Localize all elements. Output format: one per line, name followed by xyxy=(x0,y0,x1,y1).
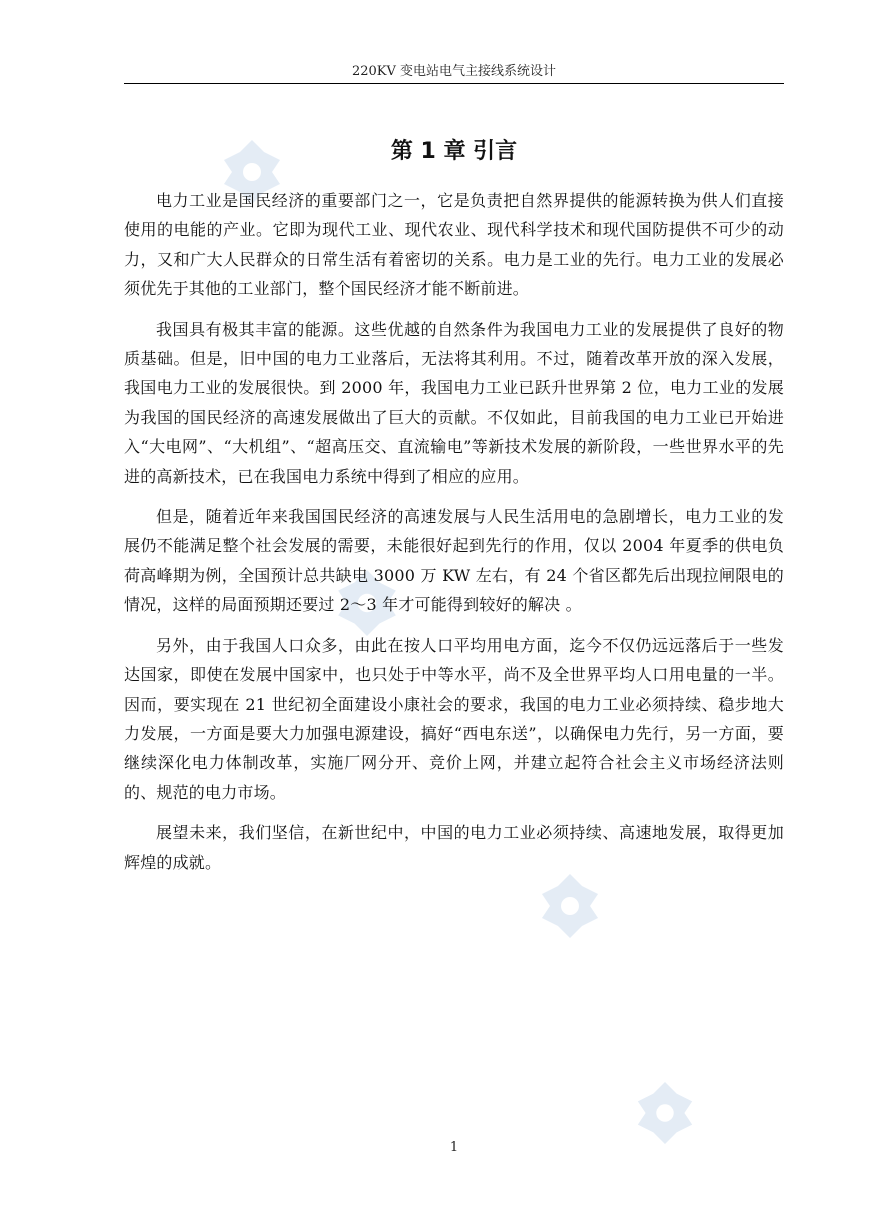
chapter-title: 第 1 章 引言 xyxy=(390,139,518,164)
paragraph: 另外，由于我国人口众多，由此在按人口平均用电方面，迄今不仅仍远远落后于一些发达国家，即使在发展中国家中，也只处于中等水平，尚不及全世界平均人口用电量的一半。因而，要实现在 21 世纪初全面建设小康社会的要求，我国的电力工业必须持续、稳步地大力发展，一方面是要大力加强电源建设，搞好“西电东送”，以确保电力先行，另一方面，要继续深化电力体制改革，实施厂网分开、竞价上网，并建立起符合社会主义市场经济法则的、规范的电力市场。 xyxy=(124,635,784,802)
paragraph: 但是，随着近年来我国国民经济的高速发展与人民生活用电的急剧增长，电力工业的发展仍不能满足整个社会发展的需要，未能很好起到先行的作用，仅以 2004 年夏季的供电负荷高峰期为例，全国预计总共缺电 3000 万 KW 左右，有 24 个省区都先后出现拉闸限电的情况，这样的局面预期还要过 2～3 年才可能得到较好的解决 。 xyxy=(124,507,784,615)
running-header: 220KV 变电站电气主接线系统设计 xyxy=(351,64,557,79)
paragraph: 展望未来，我们坚信，在新世纪中，中国的电力工业必须持续、高速地发展，取得更加辉煌的成就。 xyxy=(124,823,784,872)
snowflake-watermark-icon xyxy=(632,1080,698,1146)
page-number: 1 xyxy=(449,1140,459,1155)
paragraph: 电力工业是国民经济的重要部门之一，它是负责把自然界提供的能源转换为供人们直接使用的电能的产业。它即为现代工业、现代农业、现代科学技术和现代国防提供不可少的动力，又和广大人民群众的日常生活有着密切的关系。电力是工业的先行。电力工业的发展必须优先于其他的工业部门，整个国民经济才能不断前进。 xyxy=(124,191,784,299)
paragraph: 我国具有极其丰富的能源。这些优越的自然条件为我国电力工业的发展提供了良好的物质基础。但是，旧中国的电力工业落后，无法将其利用。不过，随着改革开放的深入发展，我国电力工业的发展很快。到 2000 年，我国电力工业已跃升世界第 2 位，电力工业的发展为我国的国民经济的高速发展做出了巨大的贡献。不仅如此，目前我国的电力工业已开始进入“大电网”、“大机组”、“超高压交、直流输电”等新技术发展的新阶段，一些世界水平的先进的高新技术，已在我国电力系统中得到了相应的应用。 xyxy=(124,319,784,486)
header-divider xyxy=(124,83,784,84)
body-text xyxy=(124,186,784,888)
